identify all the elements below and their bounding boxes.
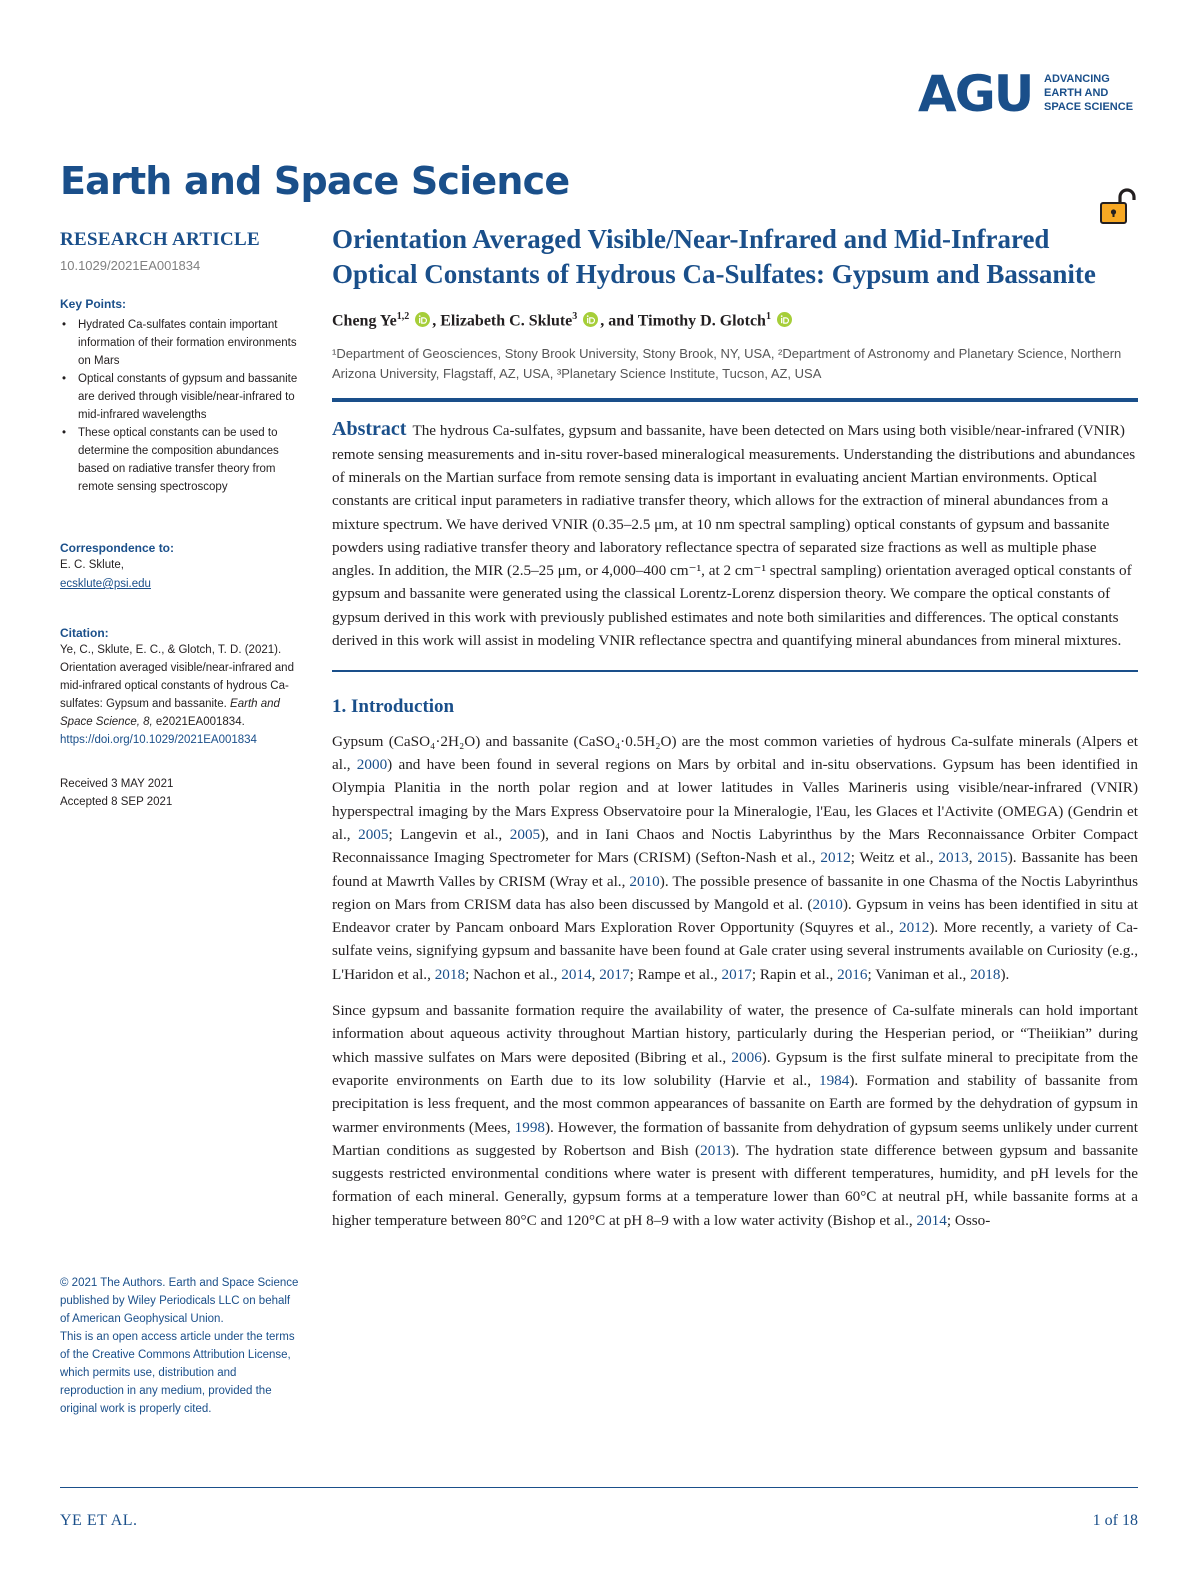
author-affil-sup: 1 xyxy=(765,311,771,322)
citation-year-link[interactable]: 2017 xyxy=(721,965,752,983)
key-points-label: Key Points: xyxy=(60,297,127,311)
abstract-divider xyxy=(332,670,1138,672)
paragraph-text: ; Rapin et al., xyxy=(751,965,838,983)
citation-year-link[interactable]: 2018 xyxy=(434,965,466,983)
orcid-icon[interactable] xyxy=(415,312,430,327)
citation-year-link[interactable]: 2010 xyxy=(812,895,843,913)
author-name: Cheng Ye xyxy=(332,312,397,330)
agu-tagline-line: EARTH AND xyxy=(1044,87,1109,99)
paragraph-text: , xyxy=(591,965,600,983)
author-separator: , xyxy=(432,312,441,330)
paragraph-text: ; Weitz et al., xyxy=(850,849,939,867)
abstract-text: The hydrous Ca-sulfates, gypsum and bassanite, have been detected on Mars using both visible/near-infrared (VNIR) remote sensing measurements and in-situ rover-based mineralogical measurements. Understanding the distributions and abundances of minerals on the Martian surface from remote sensing data is important in evaluating ancient Martian environments. Optical constants are critical input parameters in radiative transfer theory, which allows for the extraction of mineral abundances from a mixture spectrum. We have derived VNIR (0.35–2.5 μm, at 10 nm spectral sampling) optical constants of gypsum and bassanite powders using radiative transfer theory and laboratory reflectance spectra of separated size fractions as well as multiple phase angles. In addition, the MIR (2.5–25 μm, or 4,000–400 cm⁻¹, at 2 cm⁻¹ spectral sampling) orientation averaged optical constants of gypsum and bassanite were generated using the classical Lorentz-Lorenz dispersion theory. We compare the optical constants of gypsum derived in this work with previously published estimates and note both similarities and differences. The optical constants derived in this work will assist in modeling VNIR reflectance spectra and quantifying mineral abundances from mineral mixtures. xyxy=(332,422,1136,649)
citation-year-link[interactable]: 2005 xyxy=(358,825,389,843)
citation-year-link[interactable]: 2006 xyxy=(731,1048,762,1066)
paragraph-text: Gypsum (CaSO₄·2H₂O) and bassanite (CaSO₄·0.5H₂O) are the most common varieties of hydrous Ca-sulfate minerals (Alpers et al., xyxy=(332,732,1138,774)
footer-divider xyxy=(60,1487,1138,1488)
citation-year-link[interactable]: 1998 xyxy=(514,1118,545,1136)
agu-tagline-line: ADVANCING xyxy=(1044,73,1110,85)
agu-tagline-line: SPACE SCIENCE xyxy=(1044,101,1134,113)
correspondence-label: Correspondence to: xyxy=(60,541,175,555)
paragraph-text: ; Rampe et al., xyxy=(629,965,722,983)
agu-logo xyxy=(918,66,1148,122)
author-affil-sup: 3 xyxy=(572,311,578,322)
affiliations: ¹Department of Geosciences, Stony Brook University, Stony Brook, NY, USA, ²Department of Astronomy and Planetary Science, Northern Arizona University, Flagstaff, AZ, USA, ³Planetary Science Institute, Tucson, AZ, USA xyxy=(332,346,1122,382)
agu-tagline xyxy=(1044,72,1154,114)
paragraph-text: ; Langevin et al., xyxy=(388,825,510,843)
citation-year-link[interactable]: 2012 xyxy=(898,919,930,937)
received-date: Received 3 MAY 2021 xyxy=(60,778,174,790)
key-point: • These optical constants can be used to determine the composition abundances based on radiative transfer theory from remote sensing spectroscopy xyxy=(60,424,300,496)
copyright-notice xyxy=(60,1274,300,1418)
citation-text xyxy=(60,641,300,749)
orcid-icon[interactable] xyxy=(777,312,792,327)
citation-journal: Earth and Space Science, 8, xyxy=(60,698,280,728)
author-list xyxy=(332,306,1138,332)
paragraph-text: ). The possible presence of bassanite in one Chasma of the Noctis Labyrinthus region on Mars from CRISM data has also been discussed by Mangold et al. ( xyxy=(332,872,1138,913)
journal-title: Earth and Space Science xyxy=(60,159,570,203)
dates xyxy=(60,775,300,811)
paragraph-text: ). Gypsum is the first sulfate mineral to precipitate from the evaporite environments on Earth due to its low solubility (Harvie et al., xyxy=(332,1048,1138,1089)
body-paragraph xyxy=(332,999,1138,1232)
paragraph-text: ). However, the formation of bassanite from dehydration of gypsum seems unlikely under current Martian conditions as suggested by Robertson and Bish ( xyxy=(332,1118,1138,1159)
citation-doi-link[interactable]: https://doi.org/10.1029/2021EA001834 xyxy=(60,734,257,746)
citation-year-link[interactable]: 2018 xyxy=(970,965,1001,983)
paragraph-text: ; Nachon et al., xyxy=(465,965,562,983)
header-divider xyxy=(332,398,1138,402)
citation-body: Ye, C., Sklute, E. C., & Glotch, T. D. (2021). Orientation averaged visible/near-infrared and mid-infrared optical constants of hydrous Ca-sulfates: Gypsum and bassanite. xyxy=(60,644,294,710)
citation-year-link[interactable]: 2000 xyxy=(356,756,388,774)
author-affil-sup: 1,2 xyxy=(396,311,410,322)
article-type: RESEARCH ARTICLE xyxy=(60,229,260,250)
paragraph-text: ; Vaniman et al., xyxy=(867,965,971,983)
article-doi[interactable]: 10.1029/2021EA001834 xyxy=(60,258,201,273)
correspondence-name: E. C. Sklute, xyxy=(60,559,124,571)
key-points-list xyxy=(60,316,300,496)
paragraph-text: ). Formation and stability of bassanite from precipitation is less frequent, and the most common appearances of bassanite on Earth are formed by the dehydration of gypsum in warmer environments (Mees, xyxy=(332,1071,1138,1136)
paragraph-text: ; Osso- xyxy=(946,1211,991,1229)
orcid-icon[interactable] xyxy=(583,312,598,327)
author-name: Timothy D. Glotch xyxy=(637,312,766,330)
article-title: Orientation Averaged Visible/Near-Infrared and Mid-Infrared Optical Constants of Hydrous Ca-Sulfates: Gypsum and Bassanite xyxy=(332,224,1096,289)
paragraph-text: ). Gypsum in veins has been identified in situ at Endeavor crater by Pancam onboard Mars Exploration Rover Opportunity (Squyres et al., xyxy=(332,895,1138,937)
paragraph-text: ), and in Iani Chaos and Noctis Labyrinthus by the Mars Reconnaissance Orbiter Compact Reconnaissance Imaging Spectrometer for Mars (CRISM) (Sefton-Nash et al., xyxy=(332,825,1138,867)
sidebar xyxy=(60,228,300,811)
agu-logo-mark: AGU xyxy=(918,65,1033,123)
paragraph-text: ). The hydration state difference between gypsum and bassanite suggests restricted environmental conditions where water is present with different temperatures, humidity, and pH levels for the formation of each mineral. Generally, gypsum forms at a temperature lower than 60°C at neutral pH, while bassanite forms at a higher temperature between 80°C and 120°C at pH 8–9 with a low water activity (Bishop et al., xyxy=(332,1141,1138,1229)
author-name: Elizabeth C. Sklute xyxy=(440,312,573,330)
key-point: • Optical constants of gypsum and bassanite are derived through visible/near-infrared to mid-infrared wavelengths xyxy=(60,370,300,424)
paragraph-text: ) and have been found in several regions on Mars by orbital and in-situ observations. Gypsum has been identified in Olympia Planitia in the north polar region and at lower latitudes in Valles Marineris using visible/near-infrared (VNIR) hyperspectral imaging by the Mars Express Observatoire pour la Mineralogie, l'Eau, les Glaces et l'Activite (OMEGA) (Gendrin et al., xyxy=(332,756,1138,843)
abstract xyxy=(332,418,1138,652)
citation-year-link[interactable]: 2017 xyxy=(599,965,630,983)
section-heading: 1. Introduction xyxy=(332,695,455,717)
abstract-heading: Abstract xyxy=(332,418,407,441)
paragraph-text: , xyxy=(968,849,978,867)
citation-year-link[interactable]: 2010 xyxy=(629,872,660,890)
citation-year-link[interactable]: 2005 xyxy=(509,825,541,843)
paragraph-text: ). More recently, a variety of Ca-sulfate veins, signifying gypsum and bassanite have been found at Gale crater using several instruments available on Curiosity (e.g., L'Haridon et al., xyxy=(332,919,1138,983)
citation-label: Citation: xyxy=(60,626,109,640)
license-line: This is an open access article under the terms of the Creative Commons Attribution License, which permits use, distribution and reproduction in any medium, provided the original work is properly cited. xyxy=(60,1331,295,1415)
paragraph-text: Since gypsum and bassanite formation require the availability of water, the presence of Ca-sulfate minerals can hold important information about aqueous activity throughout Martian history, particularly during the Hesperian period, or “Theiikian” during which massive sulfates on Mars were deposited (Bibring et al., xyxy=(332,1002,1138,1066)
key-point: • Hydrated Ca-sulfates contain important information of their formation environments on Mars xyxy=(60,316,300,370)
accepted-date: Accepted 8 SEP 2021 xyxy=(60,796,173,808)
citation-year-link[interactable]: 1984 xyxy=(818,1071,850,1089)
citation-year-link[interactable]: 2014 xyxy=(916,1211,947,1229)
citation-year-link[interactable]: 2016 xyxy=(837,965,868,983)
citation-year-link[interactable]: 2015 xyxy=(977,849,1008,867)
citation-year-link[interactable]: 2014 xyxy=(561,965,592,983)
main-content xyxy=(332,222,1138,1232)
citation-year-link[interactable]: 2013 xyxy=(938,849,969,867)
paragraph-text: ). xyxy=(1000,965,1010,983)
body-paragraph xyxy=(332,730,1138,986)
correspondence-email-link[interactable]: ecsklute@psi.edu xyxy=(60,578,151,590)
copyright-line: © 2021 The Authors. Earth and Space Science published by Wiley Periodicals LLC on behalf of American Geophysical Union. xyxy=(60,1277,299,1325)
citation-id: e2021EA001834. xyxy=(155,716,245,728)
citation-year-link[interactable]: 2013 xyxy=(700,1141,731,1159)
open-access-lock-icon xyxy=(1098,186,1138,226)
paragraph-text: ). Bassanite has been found at Mawrth Valles by CRISM (Wray et al., xyxy=(332,849,1138,890)
author-separator: , and xyxy=(600,312,638,330)
citation-year-link[interactable]: 2012 xyxy=(820,849,851,867)
footer-page-number: 1 of 18 xyxy=(1092,1512,1138,1529)
footer-running-head: YE ET AL. xyxy=(60,1512,138,1529)
